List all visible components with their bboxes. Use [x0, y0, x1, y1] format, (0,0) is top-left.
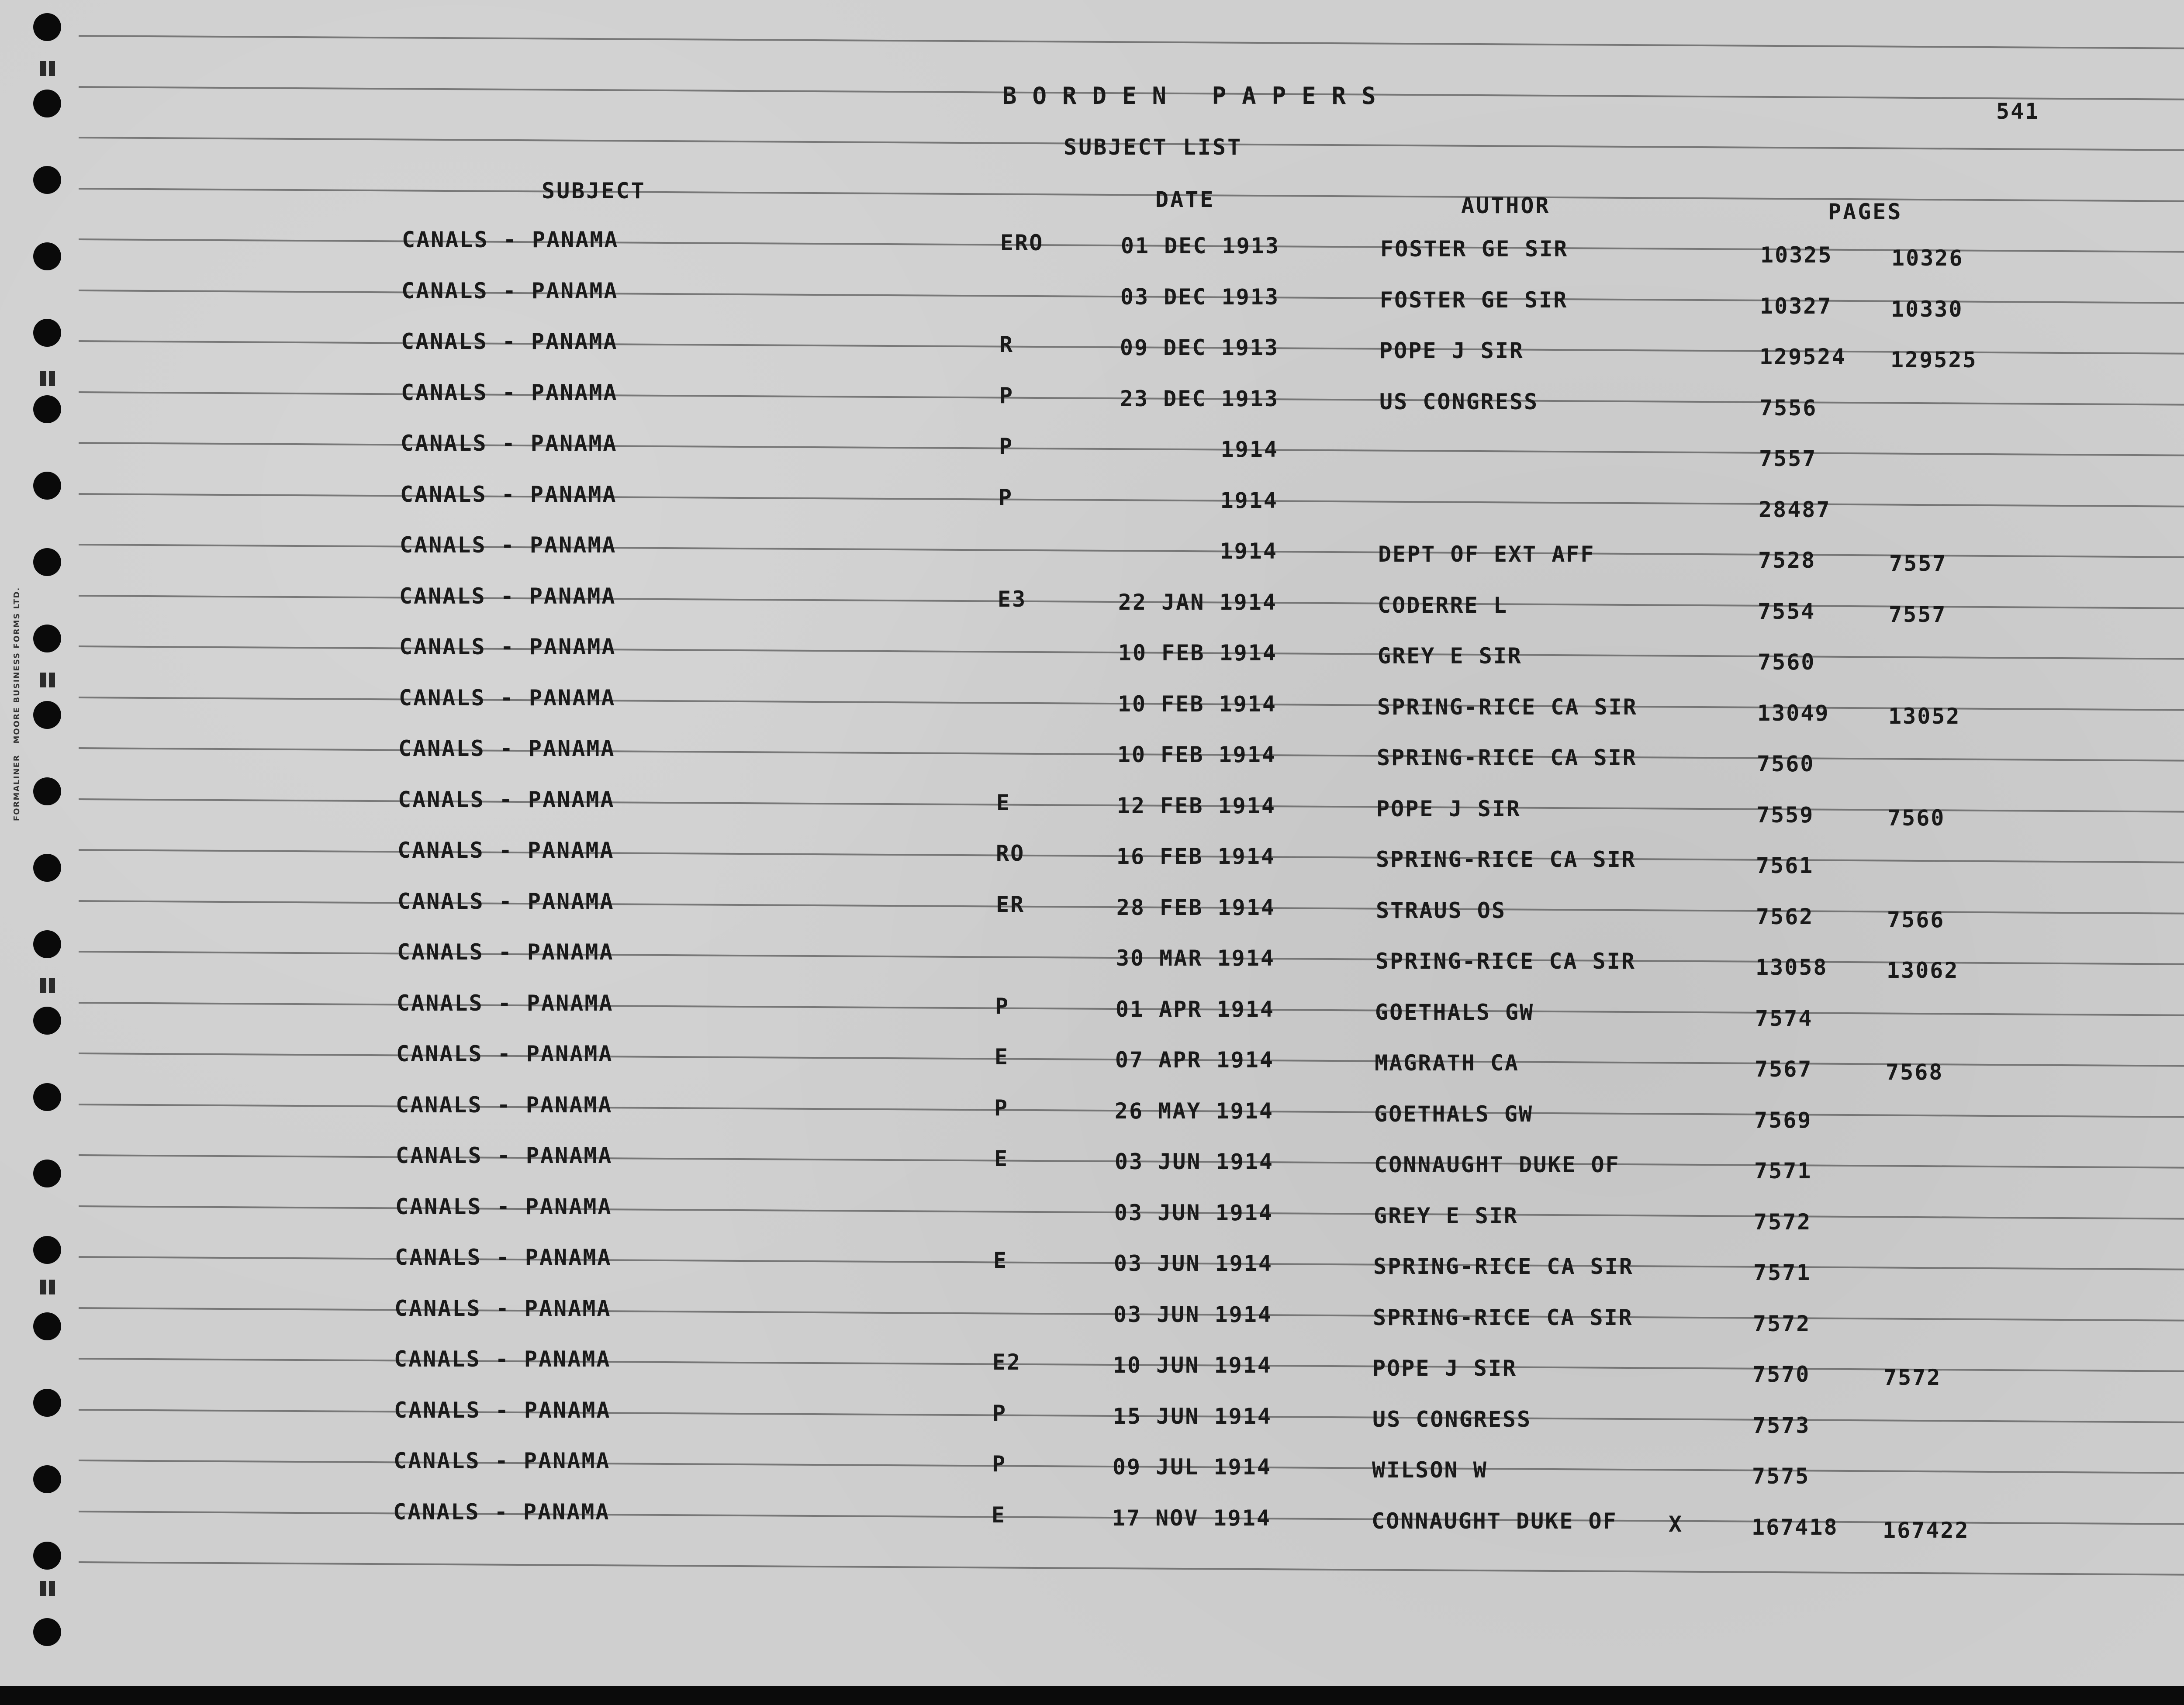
page-from-cell: 7575 [1752, 1463, 1810, 1489]
date-cell: 09 JUL 1914 [1112, 1454, 1272, 1480]
subject-cell: CANALS - PANAMA [394, 1448, 611, 1474]
left-feed-hole [33, 701, 61, 729]
date-cell: 1914 [1220, 538, 1278, 564]
date-cell: 12 FEB 1914 [1116, 793, 1276, 818]
perforation-mark [49, 61, 55, 76]
column-header-author: AUTHOR [1461, 193, 1551, 218]
code-cell: E [996, 790, 1011, 815]
subject-cell: CANALS - PANAMA [394, 1346, 611, 1372]
subject-cell: CANALS - PANAMA [395, 1194, 612, 1219]
page-from-cell: 129524 [1759, 344, 1846, 369]
subject-cell: CANALS - PANAMA [401, 380, 618, 405]
subject-cell: CANALS - PANAMA [399, 685, 616, 711]
code-cell: P [994, 1095, 1009, 1121]
perforation-mark [49, 673, 55, 687]
date-cell: 1914 [1220, 487, 1278, 513]
date-cell: 10 JUN 1914 [1113, 1353, 1272, 1378]
page-to-cell: 129525 [1890, 347, 1977, 373]
page-to-cell: 13062 [1887, 958, 1959, 983]
subject-cell: CANALS - PANAMA [398, 736, 615, 761]
date-cell: 15 JUN 1914 [1113, 1403, 1272, 1429]
subject-cell: CANALS - PANAMA [402, 227, 619, 252]
author-cell: GREY E SIR [1374, 1203, 1519, 1229]
page-from-cell: 7560 [1758, 649, 1816, 675]
subject-cell: CANALS - PANAMA [401, 278, 619, 304]
page-from-cell: 13058 [1755, 955, 1828, 980]
code-cell: E2 [992, 1350, 1022, 1375]
date-cell: 16 FEB 1914 [1116, 844, 1275, 869]
subject-cell: CANALS - PANAMA [397, 838, 615, 863]
code-cell: P [995, 993, 1010, 1019]
left-feed-hole [33, 777, 61, 805]
document-title: BORDEN PAPERS [1002, 82, 1392, 110]
left-feed-hole [33, 1083, 61, 1111]
perforation-mark [40, 673, 46, 687]
subject-cell: CANALS - PANAMA [399, 634, 616, 659]
author-cell: SPRING-RICE CA SIR [1377, 745, 1637, 770]
page-number: 541 [1996, 99, 2040, 124]
subject-cell: CANALS - PANAMA [401, 431, 618, 456]
author-cell: POPE J SIR [1379, 338, 1524, 363]
date-cell: 07 APR 1914 [1115, 1047, 1274, 1073]
subject-cell: CANALS - PANAMA [393, 1499, 610, 1525]
author-cell: POPE J SIR [1372, 1356, 1517, 1381]
date-cell: 03 JUN 1914 [1114, 1200, 1273, 1225]
ruled-line [79, 1561, 2184, 1576]
date-cell: 03 JUN 1914 [1113, 1251, 1273, 1276]
subject-cell: CANALS - PANAMA [394, 1295, 612, 1321]
author-cell: GOETHALS GW [1375, 999, 1534, 1025]
date-cell: 10 FEB 1914 [1117, 742, 1276, 767]
page-from-cell: 7573 [1752, 1412, 1811, 1438]
page-from-cell: 7570 [1752, 1362, 1811, 1387]
subject-cell: CANALS - PANAMA [396, 1092, 613, 1118]
subject-cell: CANALS - PANAMA [394, 1397, 611, 1423]
subject-cell: CANALS - PANAMA [397, 888, 615, 914]
page-from-cell: 7572 [1753, 1311, 1811, 1336]
left-feed-hole [33, 319, 61, 347]
author-cell: WILSON W [1372, 1457, 1488, 1483]
page-from-cell: 7569 [1754, 1107, 1812, 1133]
perforation-mark [40, 371, 46, 386]
author-cell: SPRING-RICE CA SIR [1375, 949, 1636, 974]
subject-cell: CANALS - PANAMA [396, 1041, 613, 1066]
author-cell: DEPT OF EXT AFF [1378, 542, 1595, 567]
perforation-mark [49, 1280, 55, 1294]
page-from-cell: 7574 [1755, 1005, 1813, 1031]
page-to-cell: 7568 [1886, 1060, 1944, 1085]
code-cell: P [999, 484, 1013, 510]
page-from-cell: 7571 [1753, 1260, 1811, 1285]
code-cell: RO [996, 841, 1025, 866]
author-cell: US CONGRESS [1372, 1406, 1532, 1432]
code-cell: E [992, 1502, 1006, 1528]
subject-cell: CANALS - PANAMA [400, 532, 617, 558]
author-cell: SPRING-RICE CA SIR [1376, 847, 1636, 872]
ruled-line [79, 35, 2184, 49]
code-cell: P [999, 434, 1014, 459]
left-feed-hole [33, 1389, 61, 1417]
page-to-cell: 7560 [1887, 805, 1946, 831]
author-cell: GOETHALS GW [1374, 1101, 1534, 1127]
code-cell: E [995, 1044, 1009, 1070]
code-cell: P [992, 1451, 1007, 1477]
left-feed-hole [33, 625, 61, 652]
author-cell: CONNAUGHT DUKE OF [1374, 1152, 1620, 1177]
subject-cell: CANALS - PANAMA [401, 329, 618, 354]
left-feed-hole [33, 90, 61, 117]
side-label: FORMALINER MOORE BUSINESS FORMS LTD. [12, 587, 21, 821]
left-feed-hole [33, 13, 61, 41]
perforation-mark [40, 1581, 46, 1596]
subject-cell: CANALS - PANAMA [397, 939, 614, 965]
left-feed-hole [33, 166, 61, 194]
left-feed-hole [33, 472, 61, 500]
code-cell: E [994, 1146, 1009, 1171]
author-cell: POPE J SIR [1376, 796, 1521, 821]
column-header-subject: SUBJECT [542, 178, 646, 204]
page-from-cell: 7567 [1755, 1056, 1813, 1082]
subject-cell: CANALS - PANAMA [395, 1245, 612, 1270]
author-cell: FOSTER GE SIR [1380, 287, 1568, 313]
page-to-cell: 10330 [1891, 296, 1963, 322]
page-from-cell: 7572 [1754, 1209, 1812, 1235]
column-header-date: DATE [1155, 187, 1215, 212]
left-feed-hole [33, 1236, 61, 1264]
author-cell: SPRING-RICE CA SIR [1377, 694, 1638, 720]
code-cell: P [999, 383, 1014, 408]
code-cell: E3 [998, 586, 1027, 612]
page-to-cell: 167422 [1883, 1517, 1970, 1543]
flag-cell: X [1669, 1511, 1683, 1537]
author-cell: STRAUS OS [1376, 897, 1506, 923]
author-cell: FOSTER GE SIR [1380, 236, 1569, 262]
author-cell: CODERRE L [1378, 592, 1508, 618]
date-cell: 1914 [1220, 437, 1279, 462]
date-cell: 01 DEC 1913 [1120, 233, 1280, 259]
left-feed-hole [33, 1465, 61, 1493]
date-cell: 28 FEB 1914 [1116, 894, 1275, 920]
perforation-mark [40, 978, 46, 993]
perforation-mark [40, 1280, 46, 1294]
page-from-cell: 7557 [1759, 446, 1817, 471]
left-feed-hole [33, 1618, 61, 1646]
column-header-pages: PAGES [1828, 199, 1903, 224]
date-cell: 10 FEB 1914 [1118, 640, 1277, 666]
page-to-cell: 7557 [1889, 601, 1947, 627]
page-from-cell: 13049 [1757, 700, 1830, 726]
date-cell: 26 MAY 1914 [1114, 1098, 1274, 1124]
perforation-mark [49, 1581, 55, 1596]
page-from-cell: 10327 [1760, 293, 1832, 319]
code-cell: P [992, 1400, 1007, 1426]
left-feed-hole [33, 242, 61, 270]
page-from-cell: 167418 [1752, 1514, 1838, 1540]
date-cell: 03 JUN 1914 [1113, 1301, 1272, 1327]
subject-cell: CANALS - PANAMA [399, 583, 616, 609]
author-cell: US CONGRESS [1379, 389, 1539, 414]
page-from-cell: 7554 [1758, 598, 1816, 624]
page-from-cell: 7556 [1759, 395, 1818, 421]
page-to-cell: 13052 [1888, 703, 1961, 729]
left-feed-hole [33, 1312, 61, 1340]
code-cell: E [993, 1248, 1008, 1273]
subject-cell: CANALS - PANAMA [396, 1143, 613, 1168]
subject-cell: CANALS - PANAMA [398, 787, 615, 812]
page-from-cell: 10325 [1760, 242, 1833, 268]
left-feed-hole [33, 1542, 61, 1570]
page-from-cell: 7561 [1756, 853, 1814, 878]
page-from-cell: 7559 [1756, 802, 1814, 828]
page-to-cell: 10326 [1891, 245, 1964, 271]
date-cell: 22 JAN 1914 [1118, 589, 1277, 615]
author-cell: SPRING-RICE CA SIR [1373, 1254, 1634, 1279]
date-cell: 09 DEC 1913 [1120, 335, 1279, 360]
code-cell: ERO [1000, 230, 1044, 255]
page-from-cell: 7571 [1754, 1158, 1812, 1184]
page-to-cell: 7566 [1887, 907, 1945, 932]
code-cell: ER [996, 891, 1025, 917]
perforation-mark [49, 978, 55, 993]
left-feed-hole [33, 854, 61, 882]
date-cell: 03 DEC 1913 [1120, 284, 1279, 310]
left-feed-hole [33, 1160, 61, 1187]
page-from-cell: 7560 [1757, 751, 1815, 777]
author-cell: GREY E SIR [1378, 643, 1523, 669]
page-to-cell: 7572 [1883, 1365, 1942, 1390]
subject-cell: CANALS - PANAMA [400, 481, 617, 507]
perforation-mark [40, 61, 46, 76]
date-cell: 17 NOV 1914 [1112, 1505, 1271, 1531]
left-feed-hole [33, 548, 61, 576]
code-cell: R [999, 332, 1014, 357]
page-from-cell: 7528 [1758, 548, 1816, 573]
left-feed-hole [33, 1007, 61, 1035]
author-cell: SPRING-RICE CA SIR [1373, 1305, 1633, 1330]
author-cell: CONNAUGHT DUKE OF [1372, 1508, 1617, 1534]
date-cell: 10 FEB 1914 [1117, 691, 1277, 717]
page-from-cell: 7562 [1756, 904, 1814, 929]
date-cell: 23 DEC 1913 [1120, 386, 1279, 411]
date-cell: 30 MAR 1914 [1116, 946, 1275, 971]
date-cell: 01 APR 1914 [1115, 996, 1275, 1022]
date-cell: 03 JUN 1914 [1114, 1149, 1274, 1174]
subject-cell: CANALS - PANAMA [397, 990, 614, 1016]
left-feed-hole [33, 930, 61, 958]
subtitle: SUBJECT LIST [1064, 135, 1243, 160]
page-from-cell: 28487 [1759, 497, 1831, 522]
perforation-mark [49, 371, 55, 386]
author-cell: MAGRATH CA [1375, 1050, 1520, 1076]
page-to-cell: 7557 [1889, 551, 1947, 576]
left-feed-hole [33, 395, 61, 423]
